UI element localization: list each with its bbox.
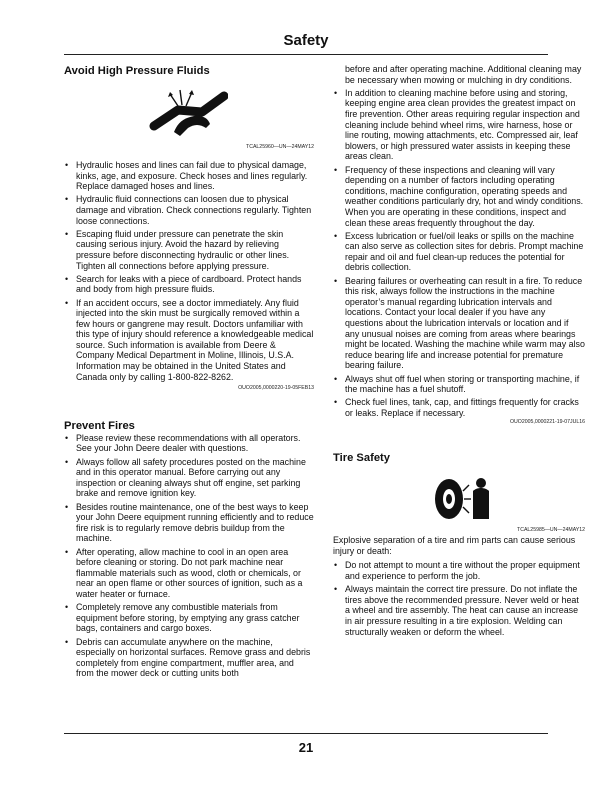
high-pressure-fluid-injection-icon: [148, 82, 228, 138]
list-item: • Search for leaks with a piece of cardboard. Protect hands and body from high pressure fluids.: [64, 274, 314, 295]
reference-code: OUO2005,0000220-19-05FEB13: [238, 384, 314, 391]
right-column: [333, 64, 585, 640]
figure-caption: TCAL25985—UN—24MAY12: [517, 527, 585, 534]
bullet-list: [333, 560, 585, 637]
list-item: • In addition to cleaning machine before using and storing, keeping engine area clean provides the greatest impact on fire prevention. Other areas requiring regular inspection and cleaning include behind wheel rims, wire harness, hose or line routing, mowing attachments, etc. Compressed air, leaf blowers, or high pressured water assists in keeping these areas clean.: [333, 88, 585, 162]
list-item: • Excess lubrication or fuel/oil leaks or spills on the machine can also serve as collection sites for debris. Prompt machine repair and oil and fuel clean-up reduces the potential for debris collection.: [333, 231, 585, 273]
list-item: • Always shut off fuel when storing or transporting machine, if the machine has a fuel shutoff.: [333, 374, 585, 395]
continued-text: before and after operating machine. Additional cleaning may be necessary when mowing or mulching in dry conditions.: [345, 64, 582, 85]
header-rule: [64, 54, 548, 55]
list-item: • Hydraulic fluid connections can loosen due to physical damage and vibration. Check connections regularly. Tighten loose connections.: [64, 194, 314, 226]
list-item: • Bearing failures or overheating can result in a fire. To reduce this risk, always follow the instructions in the machine operator’s manual regarding lubrication intervals and locations. Contact your local dealer if you have any questions about the lubrication intervals or location and if any unusual noises are coming from areas where bearings might be located. Washing the machine while warm may also reduce bearing life and increase potential for premature bearing failure.: [333, 276, 585, 371]
high-pressure-figure: [64, 78, 314, 144]
page-number: 21: [298, 740, 314, 755]
bullet-list: [64, 160, 314, 382]
list-item: • Completely remove any combustible materials from equipment before storing, by emptying any grass catcher bags, containers and cargo boxes.: [64, 602, 314, 634]
section-tire-safety: [333, 451, 585, 637]
list-item: • Do not attempt to mount a tire without the proper equipment and experience to perform the job.: [333, 560, 585, 581]
figure-caption: TCAL25960—UN—24MAY12: [246, 144, 314, 150]
section-heading: Avoid High Pressure Fluids: [64, 65, 210, 77]
list-item: • Please review these recommendations with all operators. See your John Deere dealer with questions.: [64, 433, 314, 454]
list-item: • Besides routine maintenance, one of the best ways to keep your John Deere equipment running efficiently and to reduce fire risk is to regularly remove debris buildup from the machine.: [64, 502, 314, 544]
list-item: • After operating, allow machine to cool in an open area before cleaning or storing. Do not park machine near flammable materials such as wood, cloth or chemicals, or near an open flame or other sources of ignition, such as a water heater or furnace.: [64, 547, 314, 600]
list-item: • If an accident occurs, see a doctor immediately. Any fluid injected into the skin must be surgically removed within a few hours or gangrene may result. Doctors unfamiliar with this type of injury should reference a knowledgeable medical source. Such information is available from Deere & Company Medical Department in Moline, Illinois, U.S.A. Information may be obtained in the United States and Canada only by calling 1-800-822-8262.: [64, 298, 314, 383]
section-prevent-fires: [64, 419, 314, 679]
left-column: [64, 64, 314, 681]
tire-explosion-icon: [429, 469, 493, 523]
section-high-pressure-fluids: [64, 64, 314, 391]
bullet-list: [64, 433, 314, 679]
tire-figure: [333, 465, 585, 527]
list-item: • Escaping fluid under pressure can penetrate the skin causing serious injury. Avoid the hazard by relieving pressure before disconnecting hydraulic or other lines. Tighten all connections before applying pressure.: [64, 229, 314, 271]
reference-code: OUO2005,0000221-19-07JUL16: [510, 419, 585, 426]
section-heading: Tire Safety: [333, 452, 391, 465]
list-item: • Debris can accumulate anywhere on the machine, especially on horizontal surfaces. Remove grass and debris completely from engine compartment, muffler area, and from the mower deck or cutting units both: [64, 637, 314, 679]
page-title: Safety: [283, 32, 329, 49]
intro-text: Explosive separation of a tire and rim parts can cause serious injury or death:: [333, 535, 576, 556]
section-heading: Prevent Fires: [64, 419, 135, 432]
list-item: • Check fuel lines, tank, cap, and fittings frequently for cracks or leaks. Replace if necessary.: [333, 397, 585, 418]
list-item: • Frequency of these inspections and cleaning will vary depending on a number of factors including operating conditions, machine configuration, operating speeds and weather conditions particularly dry, hot and windy conditions. When you are operating in these conditions, inspect and clean these areas frequently throughout the day.: [333, 165, 585, 229]
list-item: • Always maintain the correct tire pressure. Do not inflate the tires above the recommended pressure. Never weld or heat a wheel and tire assembly. The heat can cause an increase in air pressure resulting in a tire explosion. Welding can structurally weaken or deform the wheel.: [333, 584, 585, 637]
list-item: • Hydraulic hoses and lines can fail due to physical damage, kinks, age, and exposure. Check hoses and lines regularly. Replace damaged hoses and lines.: [64, 160, 314, 192]
footer-rule: [64, 733, 548, 734]
list-item: • Always follow all safety procedures posted on the machine and in this operator manual. Before carrying out any inspection or cleaning always shut off engine, set parking brake and remove ignition key.: [64, 457, 314, 499]
bullet-list: [333, 88, 585, 419]
